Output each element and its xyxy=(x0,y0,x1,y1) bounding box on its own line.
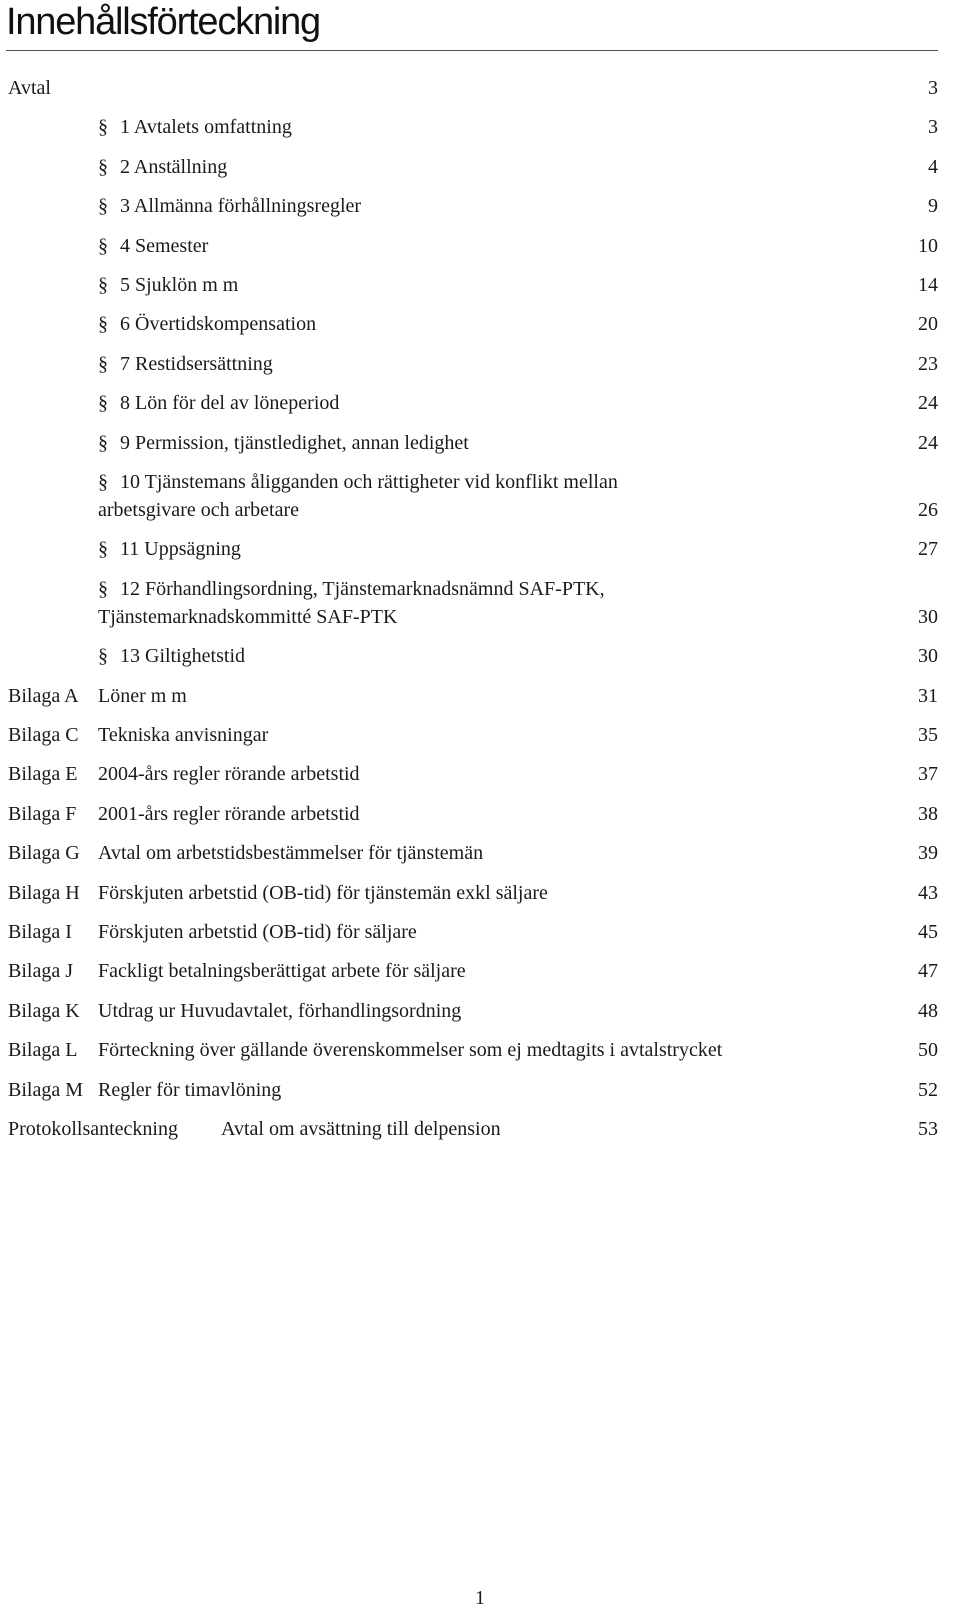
toc-page-number: 38 xyxy=(918,802,938,825)
bilaga-title: Förskjuten arbetstid (OB-tid) för säljare xyxy=(98,921,417,943)
toc-page-number: 30 xyxy=(918,605,938,628)
toc-page-number: 4 xyxy=(928,155,938,178)
bilaga-label: Bilaga A xyxy=(8,684,79,707)
section-text: 4 Semester xyxy=(120,234,209,257)
bilaga-label: Bilaga G xyxy=(8,842,80,865)
toc-page-number: 3 xyxy=(928,116,938,139)
section-title-continued: arbetsgivare och arbetare xyxy=(98,499,299,521)
section-text: 9 Permission, tjänstledighet, annan ledighet xyxy=(120,431,469,454)
section-symbol: § xyxy=(98,471,108,493)
toc-page-number: 9 xyxy=(928,195,938,218)
toc-page-number: 45 xyxy=(918,921,938,943)
toc-page-number: 47 xyxy=(918,960,938,983)
toc-page-number: 27 xyxy=(918,538,938,561)
bilaga-label: Bilaga F xyxy=(8,802,77,825)
bilaga-label: Bilaga C xyxy=(8,724,79,746)
section-symbol: § xyxy=(98,645,108,668)
section-title-continued: Tjänstemarknadskommitté SAF-PTK xyxy=(98,605,398,628)
toc-page-number: 10 xyxy=(918,234,938,257)
section-title xyxy=(98,575,605,603)
bilaga-label: Bilaga E xyxy=(8,763,78,786)
section-symbol: § xyxy=(98,313,108,336)
bilaga-title: Löner m m xyxy=(98,684,187,707)
bilaga-label: Bilaga K xyxy=(8,999,80,1022)
bilaga-label: Bilaga L xyxy=(8,1039,78,1062)
toc-page-number: 26 xyxy=(918,499,938,521)
section-symbol: § xyxy=(98,116,108,139)
section-title xyxy=(98,429,469,457)
section-title xyxy=(98,468,618,496)
section-title xyxy=(98,535,241,563)
section-title xyxy=(98,113,292,141)
toc-page-number: 24 xyxy=(918,392,938,415)
section-symbol: § xyxy=(98,195,108,218)
section-symbol: § xyxy=(98,155,108,178)
toc-page-number: 31 xyxy=(918,684,938,707)
section-text: 10 Tjänstemans åligganden och rättigheter vid konflikt mellan xyxy=(120,471,618,493)
section-symbol: § xyxy=(98,392,108,415)
toc-page-number: 39 xyxy=(918,842,938,865)
section-title xyxy=(98,232,208,260)
bilaga-title: Regler för timavlöning xyxy=(98,1078,282,1101)
section-symbol: § xyxy=(98,538,108,561)
toc-page-number: 50 xyxy=(918,1039,938,1062)
protokoll-title: Avtal om avsättning till delpension xyxy=(221,1118,501,1140)
toc-page-number: 52 xyxy=(918,1078,938,1101)
bilaga-label: Bilaga J xyxy=(8,960,73,983)
section-title xyxy=(98,271,238,299)
section-text: 3 Allmänna förhållningsregler xyxy=(120,195,362,218)
section-text: 11 Uppsägning xyxy=(120,538,241,561)
bilaga-label: Bilaga I xyxy=(8,921,72,943)
section-symbol: § xyxy=(98,431,108,454)
toc-page-number: 43 xyxy=(918,881,938,904)
section-title xyxy=(98,310,316,338)
page-title: Innehållsförteckning xyxy=(6,1,320,43)
bilaga-title: Förskjuten arbetstid (OB-tid) för tjänstemän exkl säljare xyxy=(98,881,548,904)
section-text: 5 Sjuklön m m xyxy=(120,274,239,296)
section-text: 7 Restidsersättning xyxy=(120,352,273,375)
toc-page-number: 20 xyxy=(918,313,938,336)
toc-page-number: 3 xyxy=(928,77,938,99)
toc-page-number: 35 xyxy=(918,724,938,746)
section-symbol: § xyxy=(98,577,108,600)
bilaga-title: 2001-års regler rörande arbetstid xyxy=(98,802,360,825)
section-symbol: § xyxy=(98,274,108,296)
section-text: 13 Giltighetstid xyxy=(120,645,245,668)
bilaga-title: Fackligt betalningsberättigat arbete för säljare xyxy=(98,960,466,983)
bilaga-title: 2004-års regler rörande arbetstid xyxy=(98,763,360,786)
section-title xyxy=(98,389,339,417)
toc-page-number: 53 xyxy=(918,1118,938,1140)
section-text: 1 Avtalets omfattning xyxy=(120,116,292,139)
bilaga-label: Bilaga M xyxy=(8,1078,83,1101)
toc-label: Avtal xyxy=(8,77,51,99)
toc-page-number: 24 xyxy=(918,431,938,454)
section-title xyxy=(98,153,227,181)
section-title xyxy=(98,192,361,220)
section-symbol: § xyxy=(98,352,108,375)
bilaga-title: Avtal om arbetstidsbestämmelser för tjänstemän xyxy=(98,842,484,865)
bilaga-title: Förteckning över gällande överenskommelser som ej medtagits i avtalstrycket xyxy=(98,1039,723,1062)
bilaga-title: Tekniska anvisningar xyxy=(98,724,269,746)
bilaga-title: Utdrag ur Huvudavtalet, förhandlingsordning xyxy=(98,999,462,1022)
page-number: 1 xyxy=(475,1587,485,1609)
section-title xyxy=(98,350,273,378)
section-text: 6 Övertidskompensation xyxy=(120,313,317,336)
section-symbol: § xyxy=(98,234,108,257)
toc-page-number: 48 xyxy=(918,999,938,1022)
section-title xyxy=(98,642,245,670)
bilaga-label: Bilaga H xyxy=(8,881,80,904)
toc-page-number: 30 xyxy=(918,645,938,668)
section-text: 2 Anställning xyxy=(120,155,228,178)
toc-page-number: 14 xyxy=(918,274,938,296)
section-text: 12 Förhandlingsordning, Tjänstemarknadsnämnd SAF-PTK, xyxy=(120,577,605,600)
toc-page-number: 37 xyxy=(918,763,938,786)
toc-page-number: 23 xyxy=(918,352,938,375)
protokoll-label: Protokollsanteckning xyxy=(8,1118,178,1140)
section-text: 8 Lön för del av löneperiod xyxy=(120,392,340,415)
title-rule xyxy=(6,50,938,51)
